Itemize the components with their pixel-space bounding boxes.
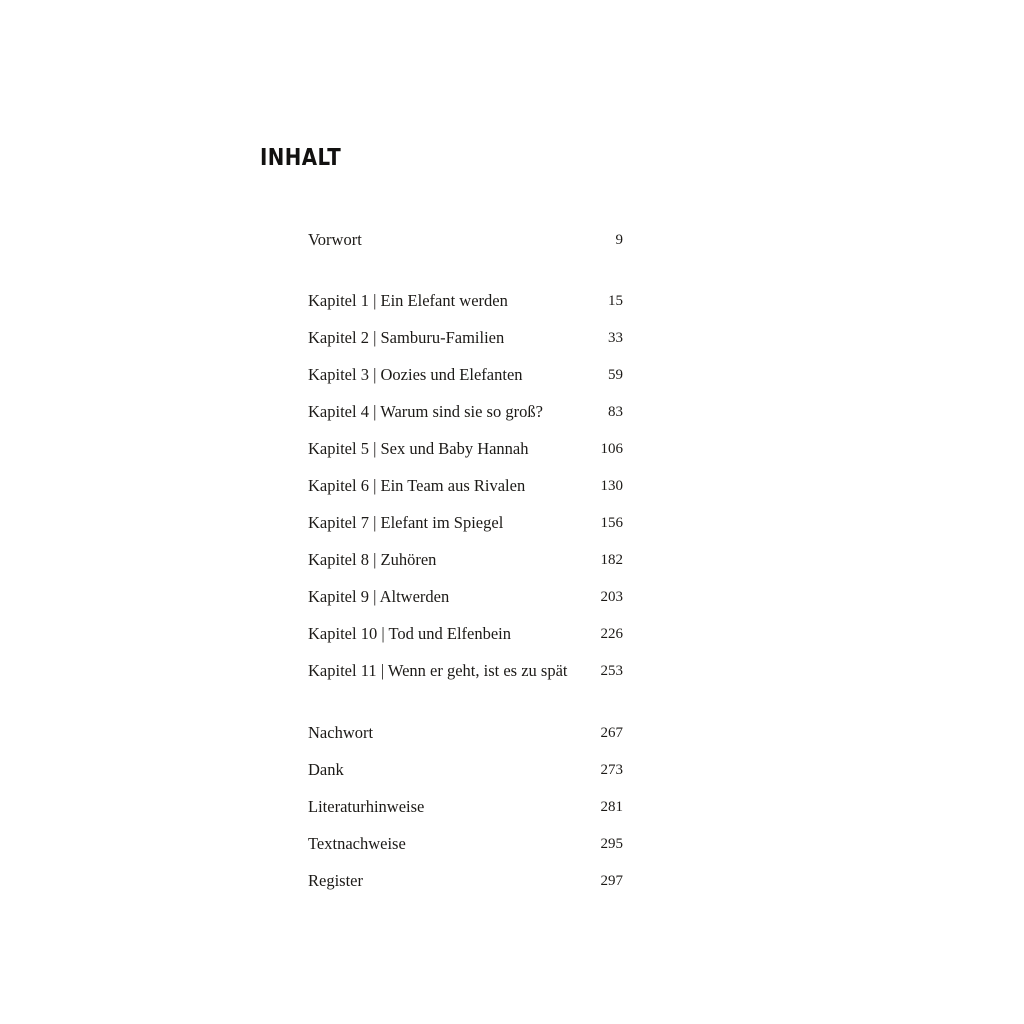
toc-entry-chapter — [308, 622, 623, 646]
toc-entry-chapter — [308, 363, 623, 387]
toc-entry-back — [308, 795, 623, 819]
toc-entry-page: 295 — [600, 836, 623, 852]
toc-entry-page: 182 — [600, 552, 623, 568]
toc-entry-front — [308, 228, 623, 252]
toc-entry-label: Register — [308, 871, 363, 890]
toc-entry-chapter — [308, 289, 623, 313]
toc-entry-label: Dank — [308, 760, 344, 779]
toc-entry-page: 281 — [600, 799, 623, 815]
toc-entry-chapter — [308, 437, 623, 461]
toc-entry-chapter — [308, 585, 623, 609]
toc-entry-chapter — [308, 474, 623, 498]
toc-entry-label: Nachwort — [308, 723, 374, 742]
toc-entry-label: Kapitel 6 | Ein Team aus Rivalen — [308, 476, 526, 495]
toc-entry-label: Textnachweise — [308, 834, 406, 853]
toc-entry-label: Kapitel 2 | Samburu-Familien — [308, 328, 505, 347]
toc-entry-page: 106 — [600, 441, 623, 457]
toc-entry-page: 253 — [600, 663, 623, 679]
toc-entry-label: Vorwort — [308, 230, 362, 249]
toc-entry-label: Kapitel 11 | Wenn er geht, ist es zu spät — [308, 661, 568, 680]
toc-entry-page: 297 — [600, 873, 623, 889]
toc-entry-page: 15 — [608, 293, 623, 309]
toc-entry-label: Kapitel 9 | Altwerden — [308, 587, 450, 606]
toc-entry-chapter — [308, 659, 623, 683]
toc-entry-label: Kapitel 3 | Oozies und Elefanten — [308, 365, 523, 384]
toc-entry-chapter — [308, 400, 623, 424]
toc-entry-label: Kapitel 4 | Warum sind sie so groß? — [308, 402, 543, 421]
toc-entry-page: 203 — [600, 589, 623, 605]
toc-entry-page: 156 — [600, 515, 623, 531]
toc-entry-label: Literaturhinweise — [308, 797, 425, 816]
toc-entry-page: 130 — [600, 478, 623, 494]
toc-entry-page: 226 — [600, 626, 623, 642]
toc-entry-back — [308, 832, 623, 856]
toc-entry-label: Kapitel 7 | Elefant im Spiegel — [308, 513, 504, 532]
toc-entry-chapter — [308, 326, 623, 350]
page-title: INHALT — [260, 145, 342, 171]
toc-entry-back — [308, 758, 623, 782]
toc-entry-page: 273 — [600, 762, 623, 778]
toc-entry-page: 267 — [600, 725, 623, 741]
toc-entry-label: Kapitel 10 | Tod und Elfenbein — [308, 624, 512, 643]
toc-entry-label: Kapitel 5 | Sex und Baby Hannah — [308, 439, 529, 458]
table-of-contents — [308, 0, 623, 1024]
toc-entry-back — [308, 721, 623, 745]
toc-entry-page: 9 — [615, 232, 623, 248]
toc-entry-back — [308, 869, 623, 893]
toc-entry-chapter — [308, 511, 623, 535]
toc-entry-page: 83 — [608, 404, 623, 420]
toc-entry-label: Kapitel 8 | Zuhören — [308, 550, 437, 569]
toc-entry-label: Kapitel 1 | Ein Elefant werden — [308, 291, 508, 310]
toc-entry-page: 59 — [608, 367, 623, 383]
toc-entry-chapter — [308, 548, 623, 572]
toc-entry-page: 33 — [608, 330, 623, 346]
